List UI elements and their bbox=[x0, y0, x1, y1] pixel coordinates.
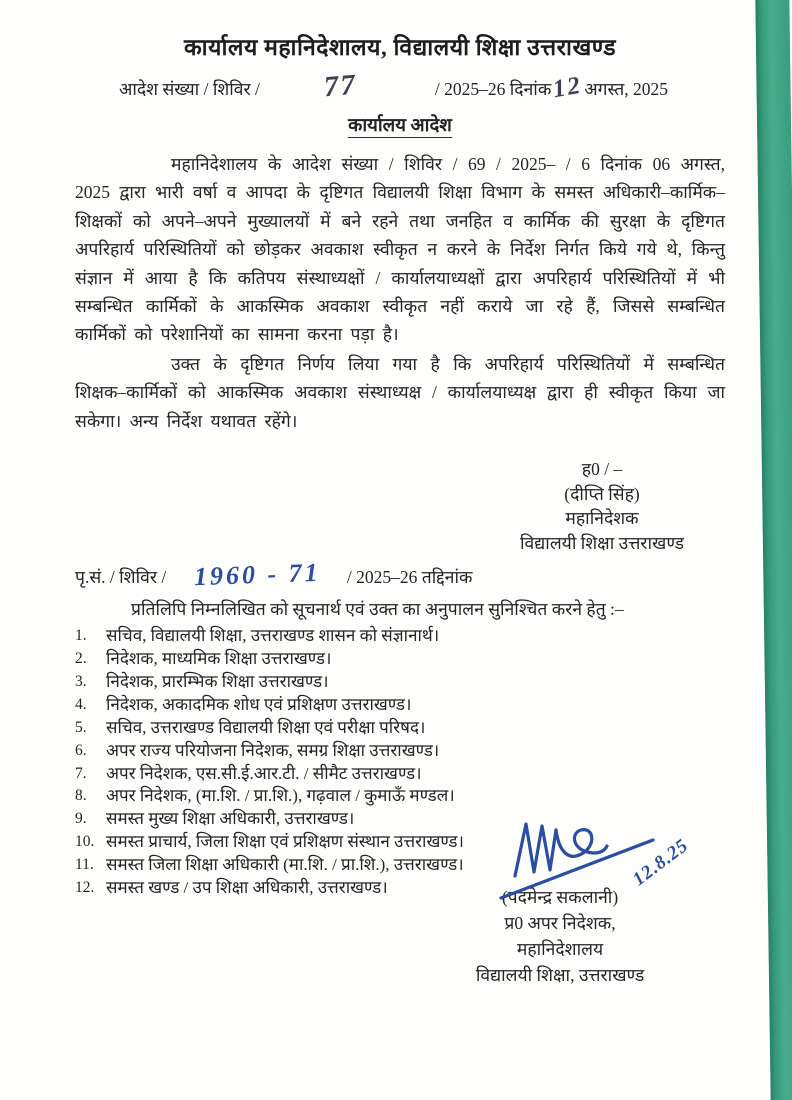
recipient-number: 4. bbox=[75, 695, 87, 713]
handwritten-day: 12 bbox=[551, 71, 585, 104]
order-heading-text: कार्यालय आदेश bbox=[348, 116, 452, 136]
handwritten-signature-date: 12.8.25 bbox=[628, 834, 693, 891]
recipient-number: 9. bbox=[75, 810, 87, 828]
recipient-item bbox=[75, 625, 725, 648]
recipient-number: 11. bbox=[75, 856, 94, 874]
paragraph-1: महानिदेशालय के आदेश संख्या / शिविर / 69 / 2025– / 6 दिनांक 06 अगस्त, 2025 द्वारा भारी वर्षा व आपदा के दृष्टिगत विद्यालयी शिक्षा विभाग के समस्त अधिकारी–कार्मिक–शिक्षकों को अपने–अपने मुख्यालयों में बने रहने तथा जनहित व कार्मिक की सुरक्षा के दृष्टिगत अपरिहार्य परिस्थितियों को छोड़कर अवकाश स्वीकृत न करने के निर्देश निर्गत किये गये थे, किन्तु संज्ञान में आया है कि कतिपय संस्थाध्यक्षों / कार्यालयाध्यक्षों द्वारा अपरिहार्य परिस्थितियों में भी सम्बन्धित कार्मिकों के आकस्मिक अवकाश स्वीकृत नहीं कराये जा रहे हैं, जिससे सम्बन्धित कार्मिकों को परेशानियों का सामना करना पड़ा है। bbox=[75, 154, 725, 345]
dg-signatory-designation: महानिदेशक bbox=[565, 508, 639, 529]
recipient-number: 7. bbox=[75, 764, 87, 782]
recipient-item bbox=[75, 671, 725, 694]
recipient-text: अपर राज्य परियोजना निदेशक, समग्र शिक्षा उत्तराखण्ड। bbox=[106, 740, 440, 760]
dg-signatory-org: विद्यालयी शिक्षा उत्तराखण्ड bbox=[520, 532, 684, 553]
recipient-text: सचिव, विद्यालयी शिक्षा, उत्तराखण्ड शासन को संज्ञानार्थ। bbox=[106, 626, 440, 646]
office-title: कार्यालय महानिदेशालय, विद्यालयी शिक्षा उत्तराखण्ड bbox=[183, 35, 617, 60]
recipient-number: 8. bbox=[75, 787, 87, 805]
recipient-number: 1. bbox=[75, 627, 87, 645]
recipient-text: सचिव, उत्तराखण्ड विद्यालयी शिक्षा एवं परीक्षा परिषद। bbox=[106, 717, 426, 737]
recipient-text: समस्त मुख्य शिक्षा अधिकारी, उत्तराखण्ड। bbox=[106, 809, 355, 829]
signature-block-additional-director bbox=[425, 834, 695, 988]
order-heading bbox=[75, 112, 725, 137]
paragraph-2: उक्त के दृष्टिगत निर्णय लिया गया है कि अपरिहार्य परिस्थितियों में सम्बन्धित शिक्षक–कार्मिकों को आकस्मिक अवकाश संस्थाध्यक्ष / कार्यालयाध्यक्ष द्वारा ही स्वीकृत किया जा सकेगा। अन्य निर्देश यथावत रहेंगे। bbox=[75, 353, 725, 431]
recipient-text: समस्त जिला शिक्षा अधिकारी (मा.शि. / प्रा.शि.), उत्तराखण्ड। bbox=[106, 855, 464, 875]
recipient-text: अपर निदेशक, (मा.शि. / प्रा.शि.), गढ़वाल / कुमाऊँ मण्डल। bbox=[106, 786, 455, 806]
reference-number-line bbox=[75, 557, 725, 594]
recipient-text: निदेशक, माध्यमिक शिक्षा उत्तराखण्ड। bbox=[106, 648, 332, 668]
recipient-item bbox=[75, 694, 725, 717]
recipient-text: अपर निदेशक, एस.सी.ई.आर.टी. / सीमैट उत्तराखण्ड। bbox=[106, 763, 422, 783]
ad-signatory-org-line1: महानिदेशालय bbox=[516, 938, 604, 959]
copy-instruction-line: प्रतिलिपि निम्नलिखित को सूचनार्थ एवं उक्त का अनुपालन सुनिश्चित करने हेतु :– bbox=[131, 599, 624, 620]
recipient-text: समस्त खण्ड / उप शिक्षा अधिकारी, उत्तराखण्ड। bbox=[106, 878, 388, 898]
handwritten-order-number: 77 bbox=[322, 68, 359, 104]
recipient-number: 10. bbox=[75, 833, 95, 851]
order-line-suffix: अगस्त, 2025 bbox=[584, 79, 669, 99]
ad-signatory-name: (पदमेन्द्र सकलानी) bbox=[501, 886, 619, 907]
recipient-number: 2. bbox=[75, 649, 87, 667]
recipient-number: 3. bbox=[75, 672, 87, 690]
sd-mark: ह0 / – bbox=[581, 459, 623, 480]
reference-suffix: / 2025–26 तद्दिनांक bbox=[346, 567, 473, 588]
recipient-number: 6. bbox=[75, 741, 87, 759]
recipient-text: समस्त प्राचार्य, जिला शिक्षा एवं प्रशिक्षण संस्थान उत्तराखण्ड। bbox=[106, 832, 464, 852]
recipient-number: 5. bbox=[75, 718, 87, 736]
recipient-item bbox=[75, 648, 725, 671]
recipient-text: निदेशक, प्रारम्भिक शिक्षा उत्तराखण्ड। bbox=[106, 671, 329, 691]
order-number-line bbox=[75, 70, 725, 106]
ad-signatory-designation: प्र0 अपर निदेशक, bbox=[504, 912, 616, 933]
dg-signatory-name: (दीप्ति सिंह) bbox=[564, 483, 640, 504]
recipient-item bbox=[75, 740, 725, 763]
ad-signatory-org-line2: विद्यालयी शिक्षा, उत्तराखण्ड bbox=[475, 964, 645, 985]
handwritten-reference-number: 1960 - 71 bbox=[193, 557, 322, 592]
order-line-middle: / 2025–26 दिनांक bbox=[434, 79, 552, 99]
reference-prefix: पृ.सं. / शिविर / bbox=[75, 567, 167, 588]
order-line-prefix: आदेश संख्या / शिविर / bbox=[119, 79, 260, 99]
recipient-item bbox=[75, 785, 725, 808]
recipient-text: निदेशक, अकादमिक शोध एवं प्रशिक्षण उत्तराखण्ड। bbox=[106, 694, 412, 714]
recipient-item bbox=[75, 717, 725, 740]
recipient-item bbox=[75, 763, 725, 786]
signature-block-director-general bbox=[487, 457, 717, 555]
recipient-number: 12. bbox=[75, 879, 95, 897]
